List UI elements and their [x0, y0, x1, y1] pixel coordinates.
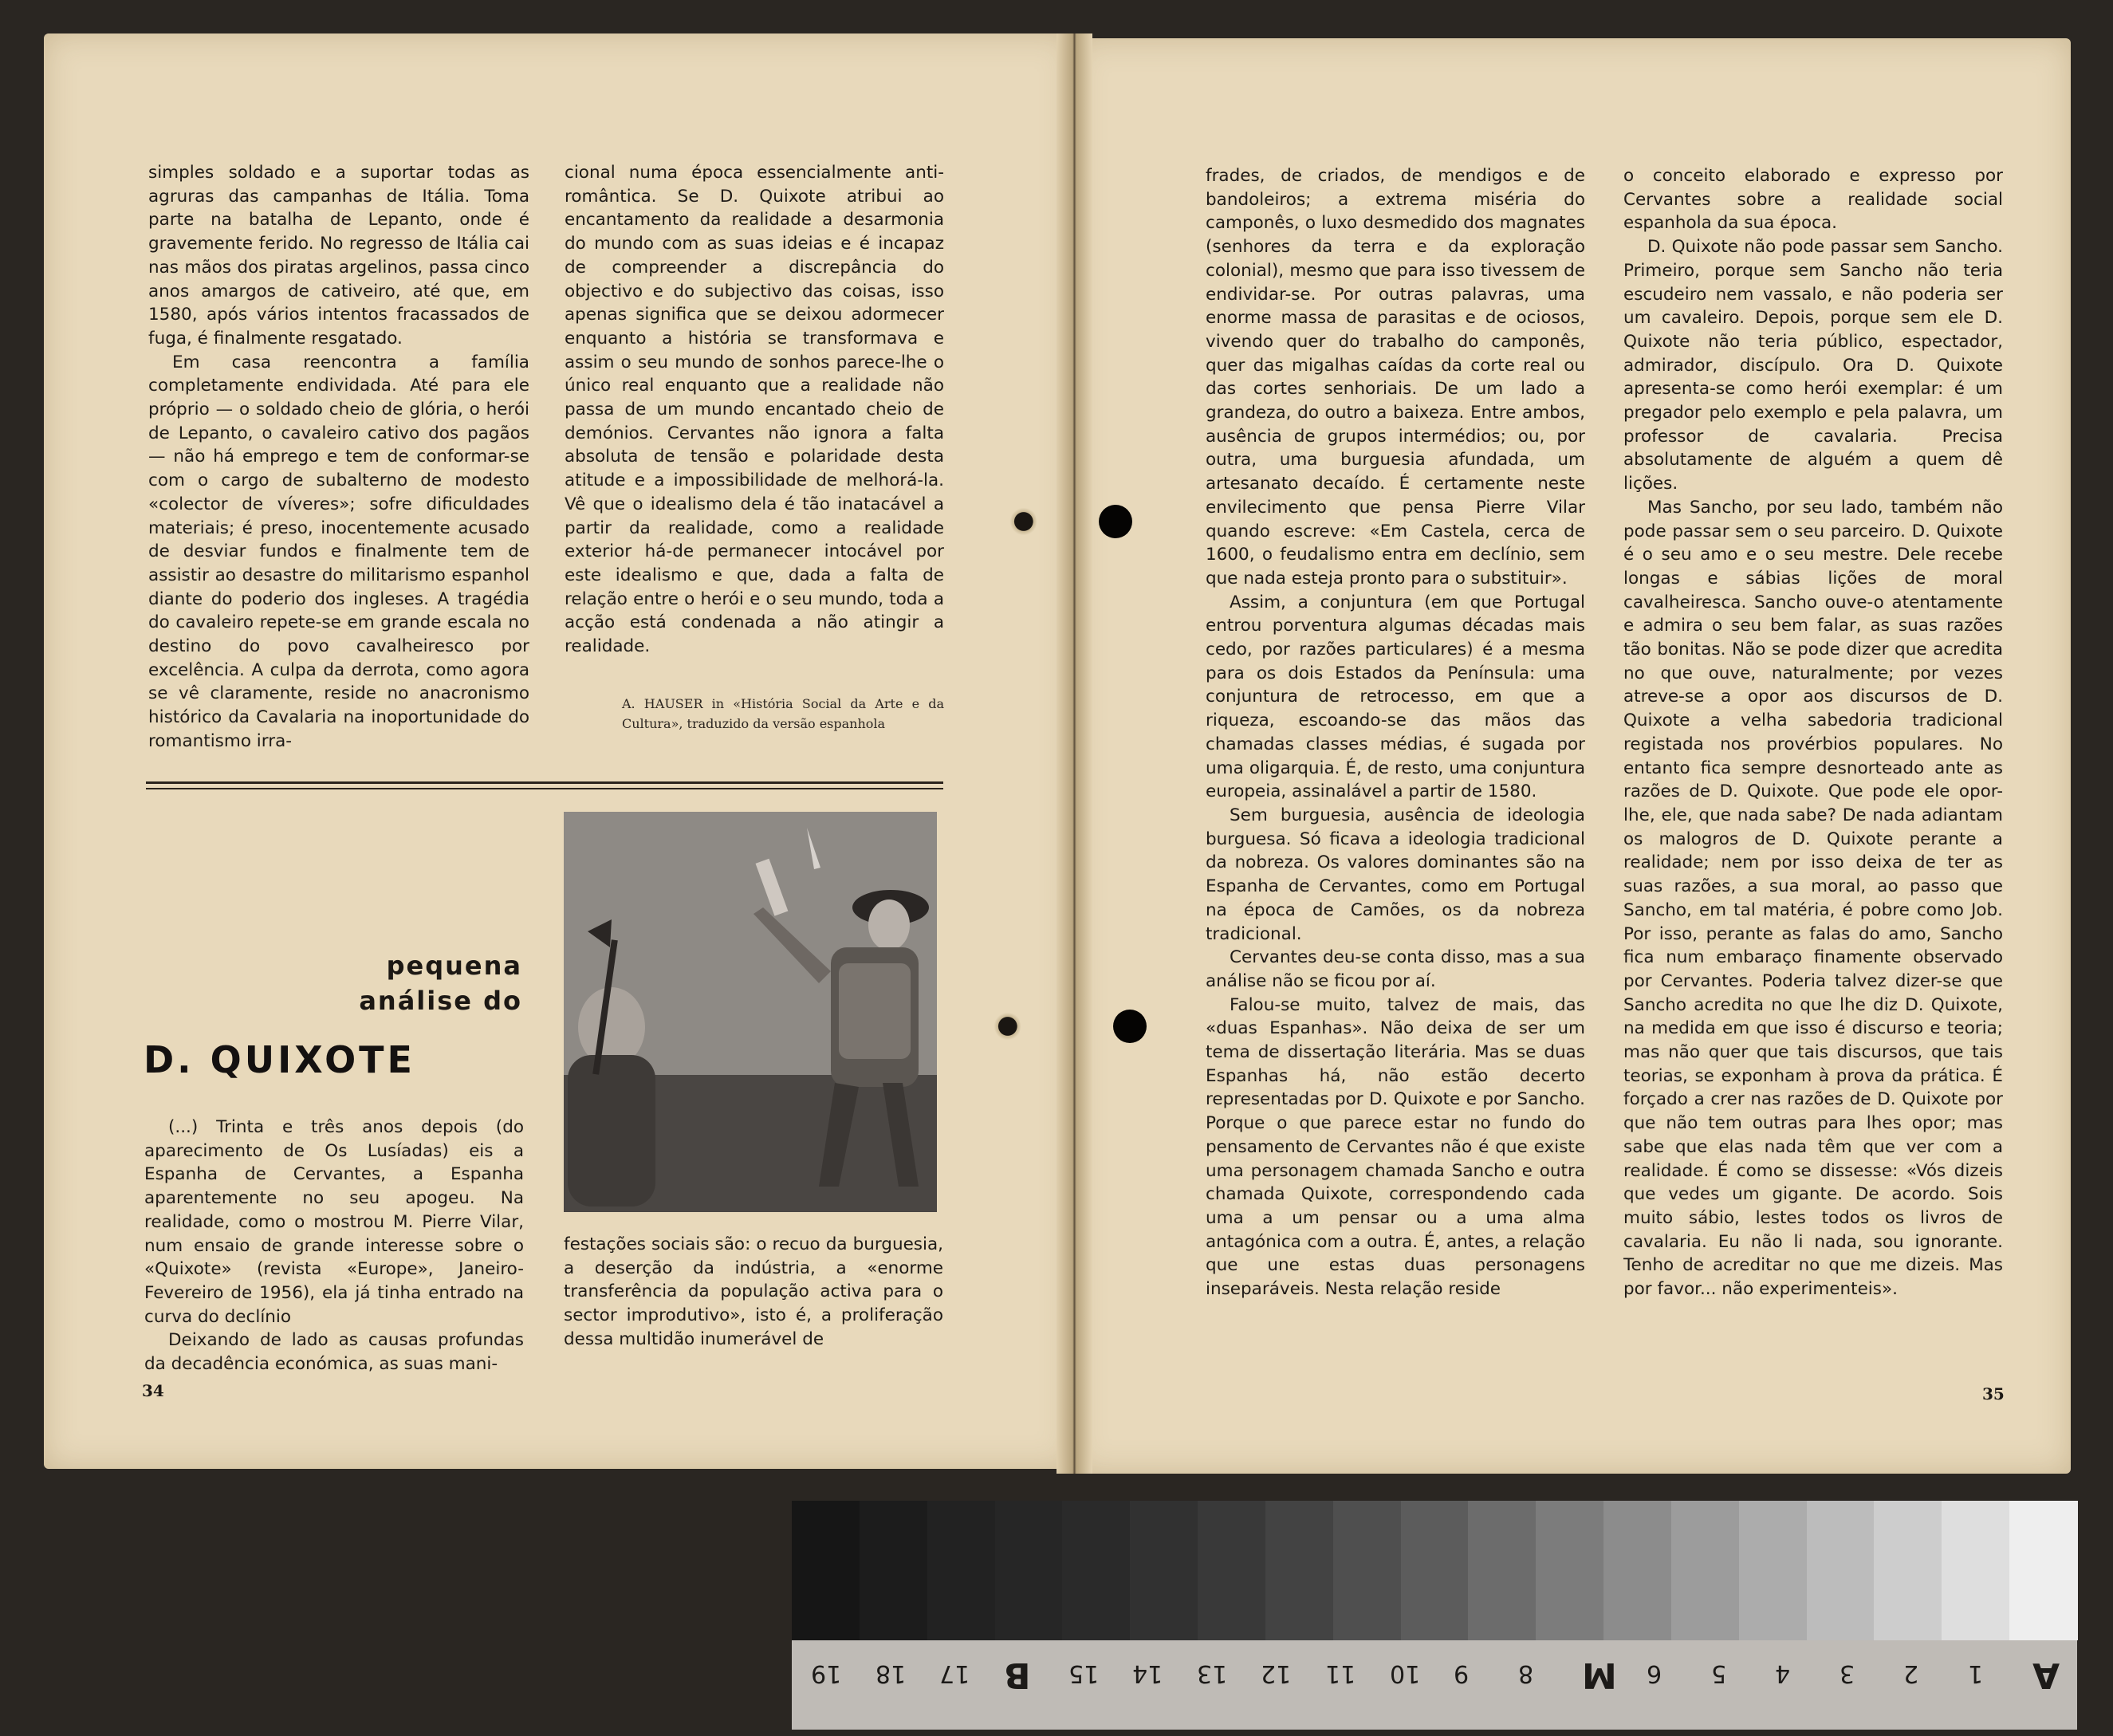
gray-swatch [927, 1501, 996, 1640]
ruler-label: 14 [1132, 1659, 1163, 1687]
gray-swatch [1468, 1501, 1537, 1640]
ruler-label: B [1003, 1655, 1031, 1695]
quote-attribution: A. HAUSER in «História Social da Arte e da Cultura», traduzido da versão espanhola [622, 696, 944, 731]
scale-ruler [792, 1640, 2077, 1730]
gray-swatch [1671, 1501, 1740, 1640]
ruler-label: 12 [1261, 1659, 1292, 1687]
paragraph: Cervantes deu-se conta disso, mas a sua análise não se ficou por aí. [1206, 947, 1585, 991]
page-number-left: 34 [142, 1381, 164, 1400]
ruler-label: 2 [1903, 1659, 1919, 1687]
gray-swatch [1198, 1501, 1266, 1640]
ruler-label: M [1582, 1655, 1618, 1695]
paragraph: festações sociais são: o recuo da burguesia, a deserção da indústria, a «enorme transferência da população activa para o sector improdutivo», isto é, a proliferação dessa multidão inumerável de [564, 1234, 943, 1349]
gray-scale-chart [792, 1501, 2077, 1640]
ruler-label: 13 [1196, 1659, 1227, 1687]
paragraph: Deixando de lado as causas profundas da decadência económica, as suas mani- [144, 1330, 524, 1375]
gray-swatch [860, 1501, 928, 1640]
right-column-2 [1623, 164, 2003, 1301]
right-column-1 [1206, 164, 1585, 1301]
paragraph: frades, de criados, de mendigos e de bandoleiros; a extrema miséria do camponês, o luxo desmedido dos magnates (senhores da terra e da exploração colonial), mesmo que para isso tivessem de endividar-se. Por outras palavras, uma enorme massa de parasitas e de ociosos, vivendo quer do trabalho do camponês, quer das migalhas caídas da corte real ou das cortes senhoriais. De um lado a grandeza, do outro a baixeza. Entre ambos, ausência de grupos intermédios; ou, por outra, uma burguesia afundada, um artesanato decaído. É certamente neste envilecimento que pensa Pierre Vilar quando escreve: «Em Castela, cerca de 1600, o feudalismo entra em declínio, sem que nada esteja pronto para o substituir». [1206, 166, 1585, 589]
binding-hole-right-bottom [1113, 1010, 1147, 1043]
article-title-line2: análise do [359, 986, 522, 1016]
gray-swatch [1062, 1501, 1131, 1640]
ruler-label: 19 [811, 1659, 842, 1687]
ruler-label: 15 [1068, 1659, 1099, 1687]
book-gutter [1056, 33, 1092, 1474]
paragraph: o conceito elaborado e expresso por Cervantes sobre a realidade social espanhola da sua época. [1623, 166, 2003, 234]
paragraph: D. Quixote não pode passar sem Sancho. Primeiro, porque sem Sancho não teria escudeiro nem vassalo, e não poderia ser um cavaleiro. Depois, porque sem ele D. Quixote não teria público, espectador, admirador, discípulo. Ora D. Quixote apresenta-se como herói exemplar: é um pregador pelo exemplo e pela palavra, um professor de cavalaria. Precisa absolutamente de alguém a quem dê lições. [1623, 237, 2003, 494]
gray-swatch [1130, 1501, 1198, 1640]
gray-swatch [792, 1501, 860, 1640]
ruler-label: 17 [939, 1659, 970, 1687]
binding-hole-left-bottom [992, 1010, 1021, 1043]
left-column-2 [565, 161, 944, 659]
article-title-main: D. QUIXOTE [144, 1038, 415, 1081]
ruler-label: 8 [1517, 1659, 1533, 1687]
quixote-photo [564, 812, 937, 1212]
ruler-label: 6 [1646, 1659, 1662, 1687]
paragraph: Falou-se muito, talvez de mais, das «duas Espanhas». Não deixa de ser um tema de dissertação literária. Mas se duas Espanhas há, não estão decerto representadas por D. Quixote e por Sancho. Porque o que parece estar no fundo do pensamento de Cervantes não é que existe uma personagem chamada Sancho e outra chamada Quixote, correspondendo cada uma a um pensar ou a uma alma antagónica com a outra. É, antes, a relação que une estas duas personagens inseparáveis. Nesta relação reside [1206, 994, 1585, 1300]
paragraph: (...) Trinta e três anos depois (do aparecimento de Os Lusíadas) eis a Espanha de Cervantes, a Espanha aparentemente no seu apogeu. Na realidade, como o mostrou M. Pierre Vilar, num ensaio de grande interesse sobre o «Quixote» (revista «Europe», Janeiro-Fevereiro de 1956), ela já tinha entrado na curva do declínio [144, 1117, 524, 1327]
gray-swatch [995, 1501, 1064, 1640]
ruler-label: 5 [1710, 1659, 1726, 1687]
ruler-label: 11 [1324, 1659, 1356, 1687]
ruler-label: A [2032, 1655, 2060, 1695]
gray-swatch [1603, 1501, 1672, 1640]
ruler-label: 10 [1389, 1659, 1420, 1687]
left-column-1 [148, 161, 529, 754]
gray-swatch [1536, 1501, 1604, 1640]
paragraph: cional numa época essencialmente anti-romântica. Se D. Quixote atribui ao encantamento da realidade a desarmonia do mundo com as suas ideias e é incapaz de compreender a discrepância do objectivo e do subjectivo das coisas, isso apenas significa que se deixou adormecer enquanto a história se transformava e assim o seu mundo de sonhos parece-lhe o único real enquanto que a realidade não passa de um mundo encantado cheio de demónios. Cervantes não ignora a falta absoluta de tensão e polaridade desta atitude e a impossibilidade de melhorá-la. Vê que o idealismo dela é tão inatacável a partir da realidade, como a realidade exterior há-de permanecer intocável por este idealismo e que, dada a falta de relação entre o herói e o seu mundo, toda a acção está condenada a não atingir a realidade. [565, 163, 944, 657]
left-column-bottom [564, 1233, 943, 1352]
binding-hole-right-top [1099, 505, 1132, 538]
ruler-label: 1 [1967, 1659, 1984, 1687]
binding-hole-left-top [1008, 505, 1037, 538]
paragraph: Assim, a conjuntura (em que Portugal entrou porventura algumas décadas mais cedo, por razões particulares) é a mesma para os dois Estados da Península: uma conjuntura de retrocesso, em que a riqueza, escoando-se das mãos das chamadas classes médias, é sugada por uma oligarquia. É, de resto, uma conjuntura europeia, assinalável a partir de 1580. [1206, 592, 1585, 802]
paragraph: simples soldado e a suportar todas as agruras das campanhas de Itália. Toma parte na batalha de Lepanto, onde é gravemente ferido. No regresso de Itália cai nas mãos dos piratas argelinos, passa cinco anos amargos de cativeiro, até que, em 1580, após vários intentos fracassados de fuga, é finalmente resgatado. [148, 163, 529, 348]
intro-column [144, 1116, 524, 1376]
gray-swatch [1942, 1501, 2010, 1640]
gray-swatch [1333, 1501, 1402, 1640]
gray-swatch [1401, 1501, 1470, 1640]
paragraph: Em casa reencontra a família completamente endividada. Até para ele próprio — o soldado cheio de glória, o herói de Lepanto, o cavaleiro cativo dos pagãos — não há emprego e tem de conformar-se com o cargo de subalterno de modesto «colector de víveres»; sofre dificuldades materiais; é preso, inocentemente acusado de desviar fundos e finalmente tem de assistir ao desastre do militarismo espanhol diante do poderio dos ingleses. A tragédia do cavaleiro repete-se em grande escala no destino do povo cavalheiresco por excelência. A culpa da derrota, como agora se vê claramente, reside no anacronismo histórico da Cavalaria na inoportunidade do romantismo irra- [148, 352, 529, 751]
gray-swatch [1807, 1501, 1875, 1640]
page-number-right: 35 [1982, 1384, 2005, 1403]
paragraph: Mas Sancho, por seu lado, também não pode passar sem o seu parceiro. D. Quixote é o seu amo e o seu mestre. Dele recebe longas e sábias lições de moral cavalheiresca. Sancho ouve-o atentamente e admira o seu bem falar, as suas razões tão bonitas. Não se pode dizer que acredita no que ouve, naturalmente; por vezes atreve-se a opor aos discursos de D. Quixote a velha sabedoria tradicional registada nos provérbios populares. No entanto fica sempre desnorteado ante as razões de D. Quixote. Que pode ele opor-lhe, ele, que nada sabe? De nada adiantam os malogros de D. Quixote perante a realidade; nem por isso deixa de ter as suas razões, a sua moral, ao passo que Sancho, em tal matéria, é pobre como Job. Por isso, perante as falas do amo, Sancho fica num embaraço finamente observado por Cervantes. Poderia talvez dizer-se que Sancho acredita no que lhe diz D. Quixote, na medida em que isso é discurso e teoria; mas não quer que tais discursos, que tais teorias, se exponham à prova da prática. É forçado a crer nas razões de D. Quixote por que não tem outras para lhes opor; mas sabe que elas nada têm que ver com a realidade. É como se dissesse: «Vós dizeis que vedes um gigante. De acordo. Sois muito sábio, lestes todos os livros de cavalaria. Eu não li nada, sou ignorante. Tenho de acreditar no que me dizeis. Mas por favor... não experimenteis». [1623, 497, 2003, 1300]
article-title-line1: pequena [386, 951, 522, 981]
ruler-label: 9 [1454, 1659, 1470, 1687]
section-divider-bottom [146, 788, 943, 789]
ruler-label: 4 [1775, 1659, 1791, 1687]
gray-swatch [1265, 1501, 1334, 1640]
gray-swatch [1739, 1501, 1808, 1640]
gray-swatch [2009, 1501, 2078, 1640]
section-divider-top [146, 781, 943, 784]
ruler-label: 3 [1839, 1659, 1855, 1687]
gray-swatch [1874, 1501, 1942, 1640]
ruler-label: 18 [875, 1659, 906, 1687]
paragraph: Sem burguesia, ausência de ideologia burguesa. Só ficava a ideologia tradicional da nobreza. Os valores dominantes são na Espanha de Cervantes, como em Portugal na época de Camões, os da nobreza tradicional. [1206, 805, 1585, 944]
